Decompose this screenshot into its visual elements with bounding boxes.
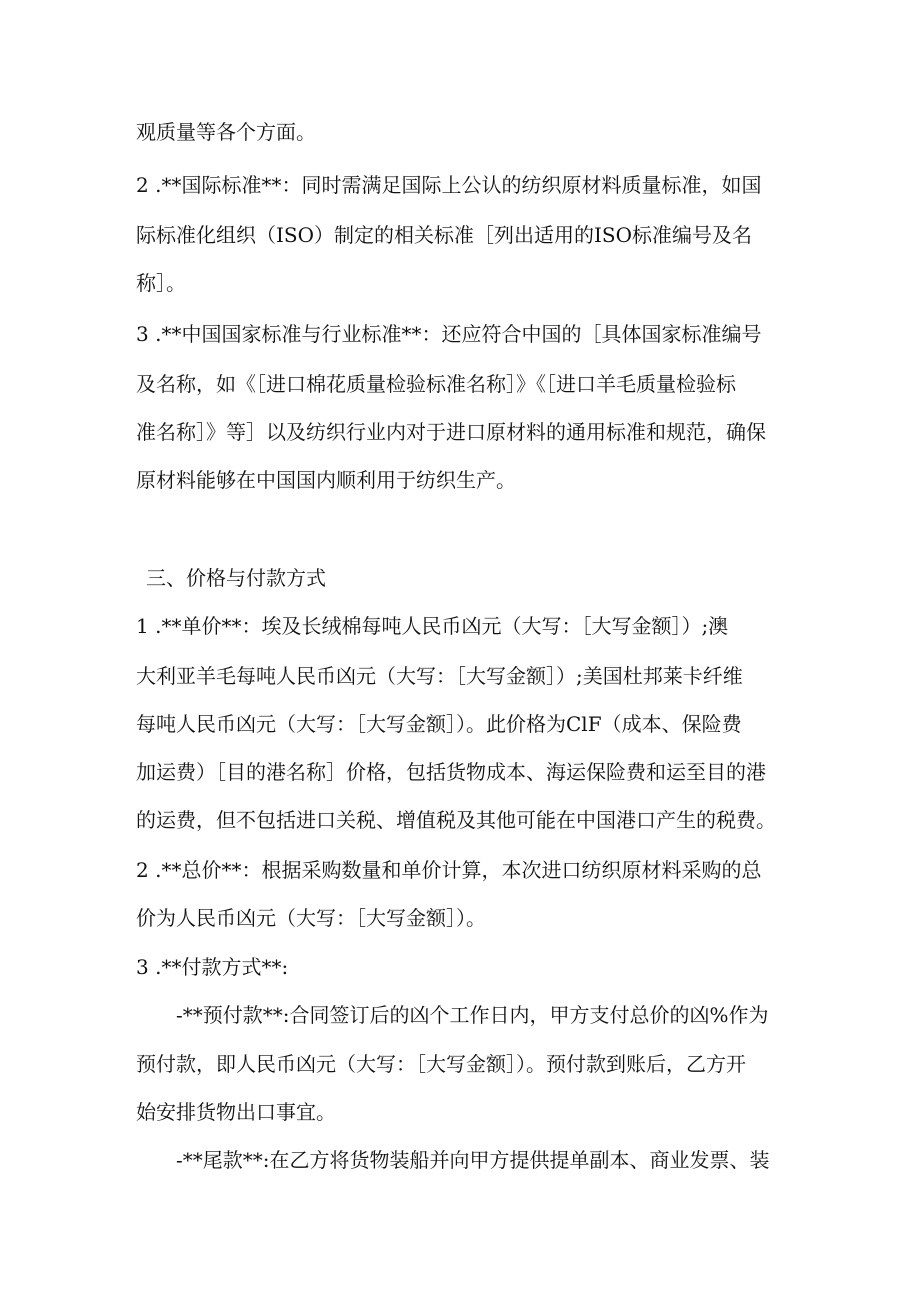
text-line: 3 .**付款方式**: [136, 955, 289, 979]
text-line: 加运费）［目的港名称］价格，包括货物成本、海运保险费和运至目的港 [136, 760, 766, 784]
text-line: 2 .**总价**：根据采购数量和单价计算，本次进口纺织原材料采购的总 [136, 858, 762, 882]
text-line: 际标准化组织（ISO）制定的相关标准［列出适用的ISO标准编号及名 [136, 223, 752, 247]
text-line: 2 .**国际标准**：同时需满足国际上公认的纺织原材料质量标准，如国 [136, 173, 762, 197]
text-line: 大利亚羊毛每吨人民币凶元（大写：［大写金额］）;美国杜邦莱卡纤维 [136, 664, 743, 688]
text-line: 价为人民币凶元（大写：［大写金额］）。 [136, 906, 486, 930]
text-line: 预付款，即人民币凶元（大写：［大写金额］）。预付款到账后，乙方开 [136, 1052, 746, 1076]
section-heading: 三、价格与付款方式 [146, 566, 326, 590]
text-line: -**尾款**:在乙方将货物装船并向甲方提供提单副本、商业发票、装 [176, 1148, 770, 1172]
text-line: -**预付款**:合同签订后的凶个工作日内，甲方支付总价的凶%作为 [176, 1003, 769, 1027]
text-line: 每吨人民币凶元（大写：［大写金额］）。此价格为ClF（成本、保险费 [136, 712, 742, 736]
text-line: 原材料能够在中国国内顺利用于纺织生产。 [136, 468, 516, 492]
text-line: 的运费，但不包括进口关税、增值税及其他可能在中国港口产生的税费。 [136, 808, 776, 832]
text-line: 准名称］》等］以及纺织行业内对于进口原材料的通用标准和规范，确保 [136, 420, 766, 444]
text-line: 称］。 [136, 271, 186, 295]
text-line: 1 .**单价**：埃及长绒棉每吨人民币凶元（大写：［大写金额］）;澳 [136, 614, 729, 638]
text-line: 始安排货物出口事宜。 [136, 1100, 336, 1124]
text-line: 3 .**中国国家标准与行业标准**：还应符合中国的［具体国家标准编号 [136, 322, 762, 346]
text-line: 及名称，如《［进口棉花质量检验标准名称］》《［进口羊毛质量检验标 [136, 372, 736, 396]
text-line: 观质量等各个方面。 [136, 120, 316, 144]
